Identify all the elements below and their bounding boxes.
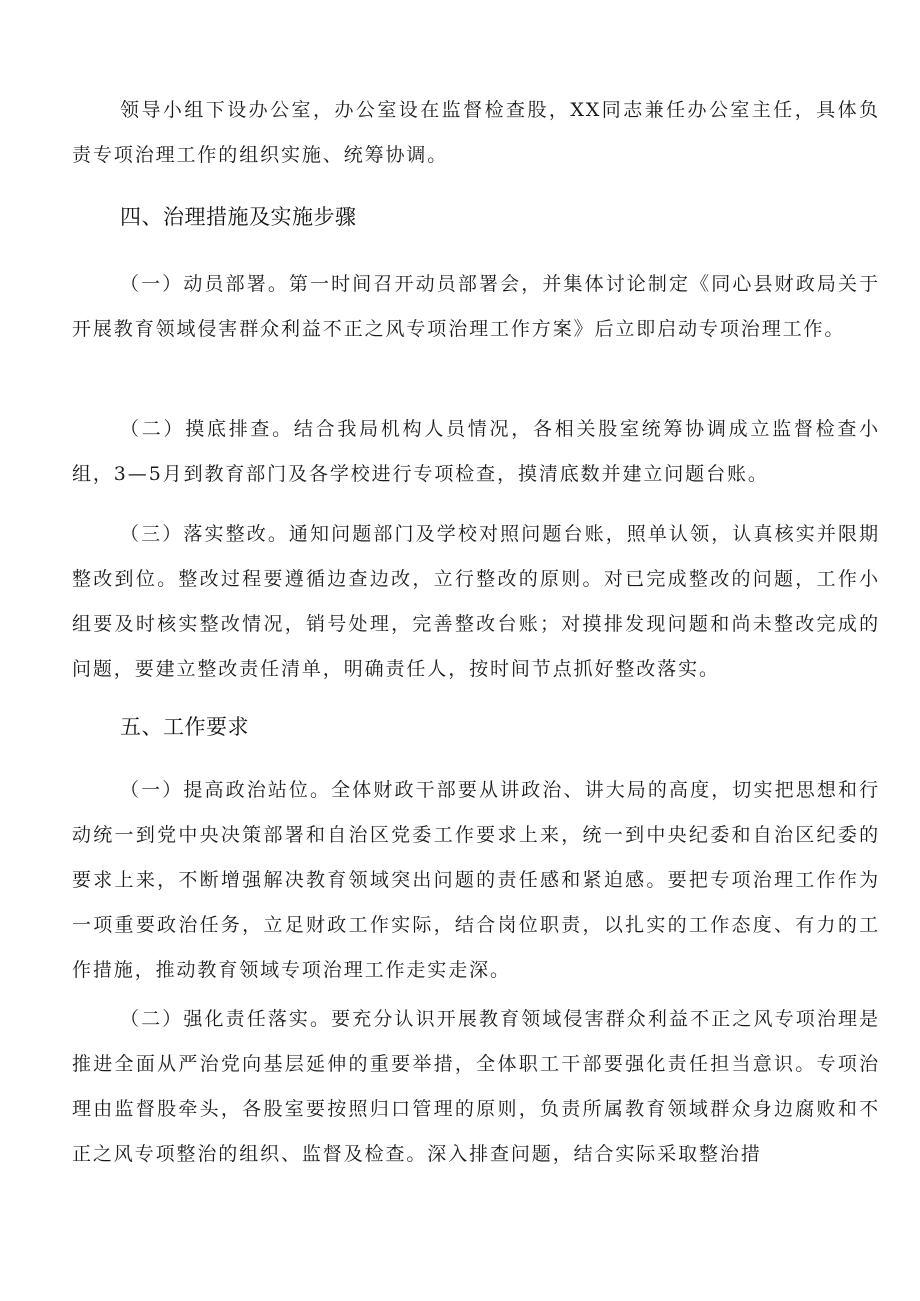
paragraph-mobilization: （一）动员部署。第一时间召开动员部署会，并集体讨论制定《同心县财政局关于开展教育领域侵害群众利益不正之风专项治理工作方案》后立即启动专项治理工作。 xyxy=(72,273,880,340)
paragraph-office-setup: 领导小组下设办公室，办公室设在监督检查股，XX同志兼任办公室主任，具体负责专项治理工作的组织实施、统筹协调。 xyxy=(72,99,880,166)
section-heading-measures: 四、治理措施及实施步骤 xyxy=(120,205,357,229)
paragraph-investigation: （二）摸底排查。结合我局机构人员情况，各相关股室统筹协调成立监督检查小组，3—5月到教育部门及各学校进行专项检查，摸清底数并建立问题台账。 xyxy=(72,418,880,485)
paragraph-rectification: （三）落实整改。通知问题部门及学校对照问题台账，照单认领，认真核实并限期整改到位。整改过程要遵循边查边改，立行整改的原则。对已完成整改的问题，工作小组要及时核实整改情况，销号处理，完善整改台账；对摸排发现问题和尚未整改完成的问题，要建立整改责任清单，明确责任人，按时间节点抓好整改落实。 xyxy=(72,523,880,680)
paragraph-political-position: （一）提高政治站位。全体财政干部要从讲政治、讲大局的高度，切实把思想和行动统一到党中央决策部署和自治区党委工作要求上来，统一到中央纪委和自治区纪委的要求上来，不断增强解决教育领域突出问题的责任感和紧迫感。要把专项治理工作作为一项重要政治任务，立足财政工作实际，结合岗位职责，以扎实的工作态度、有力的工作措施，推动教育领域专项治理工作走实走深。 xyxy=(72,779,880,981)
paragraph-responsibility: （二）强化责任落实。要充分认识开展教育领域侵害群众利益不正之风专项治理是推进全面从严治党向基层延伸的重要举措，全体职工干部要强化责任担当意识。专项治理由监督股牵头，各股室要按照归口管理的原则，负责所属教育领域群众身边腐败和不正之风专项整治的组织、监督及检查。深入排查问题，结合实际采取整治措 xyxy=(72,1008,880,1165)
section-heading-requirements: 五、工作要求 xyxy=(120,715,249,739)
